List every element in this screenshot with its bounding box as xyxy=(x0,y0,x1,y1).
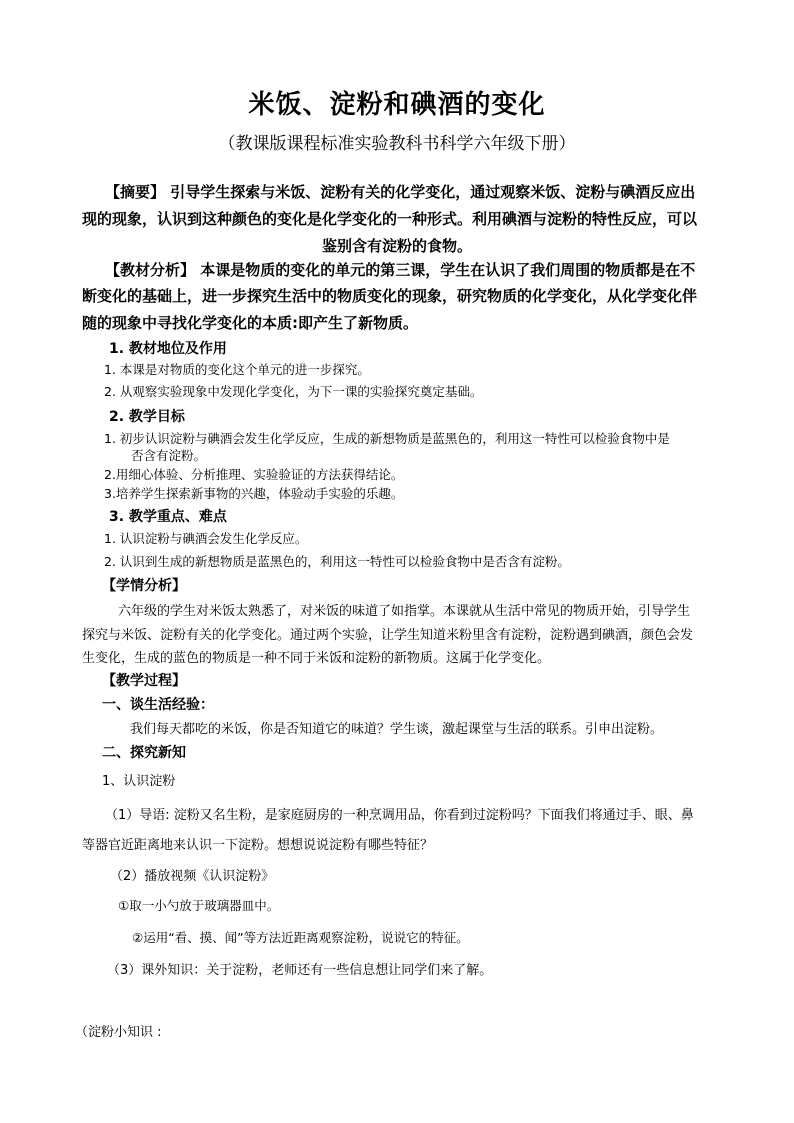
section-1-item-2: 2. 从观察实验现象中发现化学变化，为下一课的实验探究奠定基础。 xyxy=(104,384,483,399)
section-2-item-2: 2.用细心体验、分析推理、实验验证的方法获得结论。 xyxy=(104,467,404,482)
step-1-2-b: ②运用“看、摸、闻”等方法近距离观察淀粉，说说它的特征。 xyxy=(132,930,469,945)
step-1-3: （3）课外知识：关于淀粉，老师还有一些信息想让同学们来了解。 xyxy=(107,963,493,978)
section-2-item-1-cont: 否含有淀粉。 xyxy=(131,448,207,463)
learner-line-3: 生变化，生成的蓝色的物质是一种不同于米饭和淀粉的新物质。这属于化学变化。 xyxy=(82,651,551,666)
section-2-heading: 2. 教学目标 xyxy=(109,409,185,425)
abstract-line-3: 鉴别含有淀粉的食物。 xyxy=(321,237,472,255)
abstract-line-2: 现的现象，认识到这种颜色的变化是化学变化的一种形式。利用碘酒与淀粉的特性反应，可以 xyxy=(82,210,698,228)
section-3-item-1: 1. 认识淀粉与碘酒会发生化学反应。 xyxy=(104,531,308,546)
starch-note: （淀粉小知识 : xyxy=(75,1025,162,1040)
section-1-item-1: 1. 本课是对物质的变化这个单元的进一步探究。 xyxy=(104,362,370,377)
step-1-heading: 1、认识淀粉 xyxy=(102,774,176,789)
process-heading: 【教学过程】 xyxy=(102,673,186,689)
step-1-1-line-2: 等器官近距离地来认识一下淀粉。想想说说淀粉有哪些特征？ xyxy=(82,838,434,853)
step-1-2-a: ①取一小勺放于玻璃器皿中。 xyxy=(118,898,280,913)
learner-line-1: 六年级的学生对米饭太熟悉了，对米饭的味道了如指掌。本课就从生活中常见的物质开始，引导学生 xyxy=(118,604,691,619)
part-1-text: 我们每天都吃的米饭，你是否知道它的味道？学生谈，激起课堂与生活的联系。引申出淀粉。 xyxy=(130,722,664,737)
section-3-heading: 3. 教学重点、难点 xyxy=(109,509,227,525)
step-1-2: （2）播放视频《认识淀粉》 xyxy=(110,869,275,884)
learner-heading: 【学情分析】 xyxy=(102,578,186,594)
section-1-heading: 1. 教材地位及作用 xyxy=(109,341,227,357)
page-title: 米饭、淀粉和碘酒的变化 xyxy=(248,90,546,120)
analysis-line-2: 断变化的基础上，进一步探究生活中的物质变化的现象，研究物质的化学变化，从化学变化伴 xyxy=(82,287,698,305)
page-subtitle: （教课版课程标准实验教科书科学六年级下册） xyxy=(218,134,576,154)
analysis-line-1: 【教材分析】 本课是物质的变化的单元的第三课，学生在认识了我们周围的物质都是在不 xyxy=(105,261,696,279)
abstract-line-1: 【摘要】 引导学生探索与米饭、淀粉有关的化学变化，通过观察米饭、淀粉与碘酒反应出 xyxy=(105,183,696,201)
section-2-item-3: 3.培养学生探索新事物的兴趣，体验动手实验的乐趣。 xyxy=(104,486,404,501)
step-1-1-line-1: （1）导语: 淀粉又名生粉，是家庭厨房的一种烹调用品，你看到过淀粉吗？下面我们将通过手、眼、鼻 xyxy=(105,808,694,823)
part-2-heading: 二、探究新知 xyxy=(102,745,186,761)
section-3-item-2: 2. 认识到生成的新想物质是蓝黑色的，利用这一特性可以检验食物中是否含有淀粉。 xyxy=(104,554,570,569)
analysis-line-3: 随的现象中寻找化学变化的本质:即产生了新物质。 xyxy=(82,314,419,332)
part-1-heading: 一、谈生活经验： xyxy=(102,697,214,713)
section-2-item-1: 1. 初步认识淀粉与碘酒会发生化学反应，生成的新想物质是蓝黑色的，利用这一特性可以检验食物中是 xyxy=(104,431,670,446)
learner-line-2: 探究与米饭、淀粉有关的化学变化。通过两个实验，让学生知道米粉里含有淀粉，淀粉遇到碘酒，颜色会发 xyxy=(82,628,694,643)
